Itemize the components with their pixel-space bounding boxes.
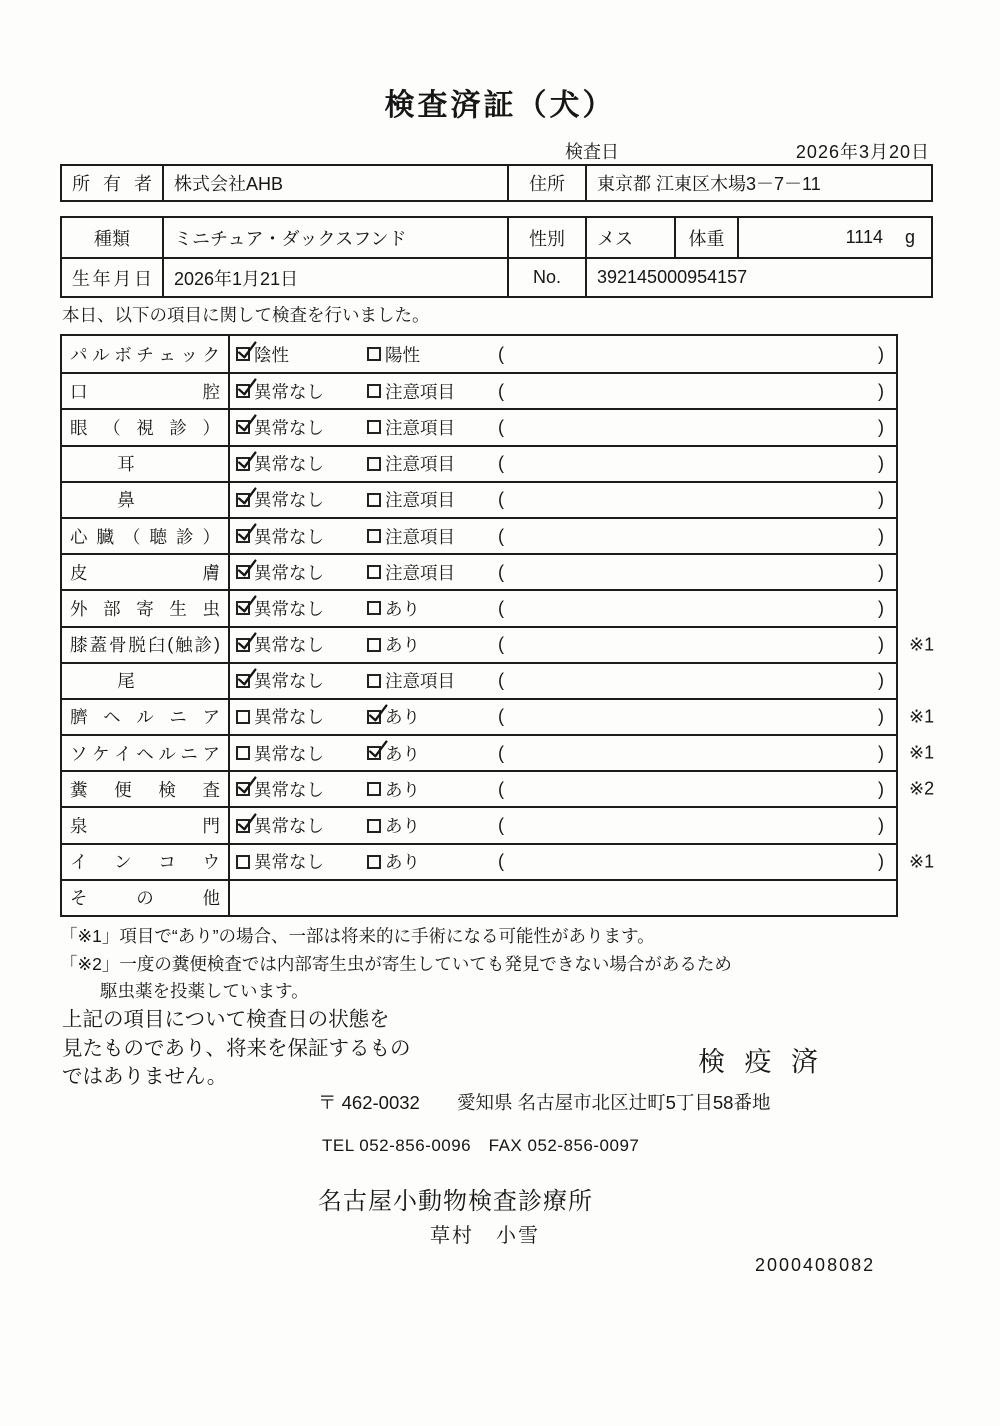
clinic-postal-code: 〒 462-0032 — [318, 1092, 420, 1113]
option-label: 注意項目 — [385, 490, 455, 511]
item-label: 臍 ヘ ル ニ ア — [62, 700, 230, 734]
option-2 — [361, 813, 492, 838]
checked-checkbox — [236, 529, 250, 543]
item-label: パ ル ボ チ ェ ッ ク — [62, 336, 230, 372]
weight-label: 体重 — [674, 218, 737, 257]
clinic-postal-line — [318, 1089, 770, 1115]
item-options — [230, 447, 896, 481]
unchecked-checkbox — [367, 855, 381, 869]
option-1 — [230, 524, 361, 549]
owner-table — [60, 164, 933, 202]
inspection-row — [62, 806, 896, 842]
item-label: 糞 便 検 査 — [62, 772, 230, 806]
option-2 — [361, 451, 492, 476]
paren-close: ) — [878, 343, 884, 364]
sex-value: メス — [585, 218, 674, 257]
unchecked-checkbox — [236, 746, 250, 760]
option-2 — [361, 668, 492, 693]
id-value: 392145000954157 — [585, 259, 931, 296]
item-options — [230, 845, 896, 879]
option-1 — [230, 813, 361, 838]
paren-close: ) — [878, 778, 884, 799]
paren-close: ) — [878, 525, 884, 546]
row-remark: ※2 — [909, 778, 935, 799]
paren-open: ( — [498, 778, 504, 799]
option-1 — [230, 487, 361, 512]
weight-unit: g — [904, 227, 915, 247]
findings-field — [492, 453, 896, 474]
option-label: 注意項目 — [385, 417, 455, 438]
paren-close: ) — [878, 561, 884, 582]
owner-address: 東京都 江東区木場3－7－11 — [585, 166, 931, 200]
option-label: あり — [385, 743, 420, 764]
checked-checkbox — [236, 347, 250, 361]
paren-open: ( — [498, 742, 504, 763]
findings-field — [492, 779, 896, 800]
option-2 — [361, 379, 492, 404]
option-2 — [361, 415, 492, 440]
inspection-row — [62, 517, 896, 553]
unchecked-checkbox — [367, 819, 381, 833]
paren-close: ) — [878, 742, 884, 763]
checked-checkbox — [236, 493, 250, 507]
breed-label: 種類 — [94, 228, 130, 249]
paren-open: ( — [498, 525, 504, 546]
row-remark: ※1 — [909, 742, 935, 763]
item-label: 泉 門 — [62, 808, 230, 842]
item-label: 眼 （ 視 診 ） — [62, 410, 230, 444]
option-label: 注意項目 — [385, 562, 455, 583]
paren-close: ) — [878, 706, 884, 727]
item-label: ソ ケ イ ヘ ル ニ ア — [62, 736, 230, 770]
option-2 — [361, 487, 492, 512]
inspection-row — [62, 626, 935, 662]
option-label: あり — [385, 707, 420, 728]
item-label: 耳 — [62, 447, 230, 481]
option-1 — [230, 777, 361, 802]
option-2 — [361, 849, 492, 874]
item-options — [230, 483, 896, 517]
intro-text: 本日、以下の項目に関して検査を行いました。 — [62, 305, 430, 325]
unchecked-checkbox — [367, 420, 381, 434]
unchecked-checkbox — [367, 529, 381, 543]
checked-checkbox — [367, 710, 381, 724]
findings-field — [492, 562, 896, 583]
option-label: 異常なし — [254, 598, 324, 619]
paren-open: ( — [498, 343, 504, 364]
disclaimer-line-3: ではありません。 — [62, 1065, 228, 1088]
inspection-table — [60, 334, 935, 917]
item-label: 外 部 寄 生 虫 — [62, 591, 230, 625]
footnotes — [60, 923, 732, 1006]
findings-field — [492, 526, 896, 547]
item-options — [230, 336, 896, 372]
paren-close: ) — [878, 851, 884, 872]
checked-checkbox — [236, 420, 250, 434]
checked-checkbox — [236, 457, 250, 471]
paren-close: ) — [878, 416, 884, 437]
unchecked-checkbox — [367, 457, 381, 471]
option-1 — [230, 668, 361, 693]
inspection-row — [62, 408, 896, 444]
owner-label: 所 有 者 — [72, 174, 152, 194]
checked-checkbox — [236, 674, 250, 688]
option-label: 異常なし — [254, 526, 324, 547]
item-options — [230, 555, 896, 589]
checked-checkbox — [236, 384, 250, 398]
clinic-name: 名古屋小動物検査診療所 — [318, 1188, 593, 1215]
footnote-2: 「※2」一度の糞便検査では内部寄生虫が寄生していても発見できない場合があるため — [60, 953, 732, 974]
findings-field — [492, 706, 896, 727]
option-1 — [230, 415, 361, 440]
paren-open: ( — [498, 416, 504, 437]
option-label: あり — [385, 852, 420, 873]
option-label: あり — [385, 816, 420, 837]
footnote-1: 「※1」項目で“あり”の場合、一部は将来的に手術になる可能性があります。 — [60, 926, 655, 946]
paren-open: ( — [498, 851, 504, 872]
checked-checkbox — [236, 565, 250, 579]
option-label: 異常なし — [254, 743, 324, 764]
item-label: 口 腔 — [62, 374, 230, 408]
option-label: 異常なし — [254, 779, 324, 800]
unchecked-checkbox — [236, 710, 250, 724]
item-label: そ の 他 — [62, 881, 230, 915]
option-label: 異常なし — [254, 852, 324, 873]
option-label: 異常なし — [254, 490, 324, 511]
option-label: 注意項目 — [385, 454, 455, 475]
findings-field — [492, 381, 896, 402]
paren-open: ( — [498, 634, 504, 655]
paren-close: ) — [878, 670, 884, 691]
sex-label: 性別 — [507, 218, 585, 257]
clinic-tel-fax: TEL 052-856-0096 FAX 052-856-0097 — [322, 1136, 640, 1155]
option-2 — [361, 524, 492, 549]
clinic-address: 愛知県 名古屋市北区辻町5丁目58番地 — [456, 1092, 771, 1113]
findings-field — [492, 815, 896, 836]
inspection-row — [62, 336, 896, 372]
option-label: 注意項目 — [385, 381, 455, 402]
checked-checkbox — [236, 638, 250, 652]
item-options — [230, 374, 896, 408]
item-label: 膝 蓋 骨 脱 臼 ( 触 診 ) — [62, 628, 230, 662]
option-2 — [361, 777, 492, 802]
item-options — [230, 628, 896, 662]
inspection-row — [62, 698, 935, 734]
item-label: 鼻 — [62, 483, 230, 517]
unchecked-checkbox — [236, 855, 250, 869]
item-options — [230, 700, 896, 734]
option-1 — [230, 849, 361, 874]
findings-field — [492, 670, 896, 691]
option-label: あり — [385, 779, 420, 800]
findings-field — [492, 598, 896, 619]
option-2 — [361, 560, 492, 585]
inspection-row — [62, 372, 896, 408]
option-1 — [230, 596, 361, 621]
item-options — [230, 664, 896, 698]
checked-checkbox — [367, 746, 381, 760]
option-1 — [230, 741, 361, 766]
row-remark: ※1 — [909, 706, 935, 727]
unchecked-checkbox — [367, 565, 381, 579]
option-label: 異常なし — [254, 635, 324, 656]
exam-date-value: 2026年3月20日 — [795, 142, 930, 162]
birthdate-label: 生 年 月 日 — [72, 268, 152, 289]
item-label: イ ン コ ウ — [62, 845, 230, 879]
veterinarian-name: 草村 小雪 — [430, 1225, 540, 1247]
row-remark: ※1 — [909, 851, 935, 872]
checked-checkbox — [236, 819, 250, 833]
id-label: No. — [507, 259, 585, 296]
owner-name: 株式会社AHB — [162, 166, 507, 200]
item-label: 皮 膚 — [62, 555, 230, 589]
option-label: 異常なし — [254, 454, 324, 475]
inspection-row — [62, 879, 896, 915]
option-1 — [230, 560, 361, 585]
item-options — [230, 519, 896, 553]
unchecked-checkbox — [367, 347, 381, 361]
option-2 — [361, 704, 492, 729]
paren-close: ) — [878, 453, 884, 474]
breed-value: ミニチュア・ダックスフンド — [162, 218, 507, 257]
option-label: あり — [385, 598, 420, 619]
document-title: 検査済証（犬） — [384, 89, 616, 122]
unchecked-checkbox — [367, 782, 381, 796]
unchecked-checkbox — [367, 384, 381, 398]
option-label: 異常なし — [254, 562, 324, 583]
checked-checkbox — [236, 601, 250, 615]
item-options — [230, 591, 896, 625]
weight-value: 1114 — [845, 227, 883, 247]
unchecked-checkbox — [367, 674, 381, 688]
pet-info-table — [60, 216, 933, 298]
paren-open: ( — [498, 815, 504, 836]
pet-info-row-1 — [62, 218, 931, 257]
address-label: 住所 — [507, 166, 585, 200]
paren-open: ( — [498, 561, 504, 582]
inspection-row — [62, 734, 935, 770]
option-2 — [361, 596, 492, 621]
option-1 — [230, 342, 361, 367]
findings-field — [492, 743, 896, 764]
paren-close: ) — [878, 597, 884, 618]
option-label: 異常なし — [254, 381, 324, 402]
unchecked-checkbox — [367, 601, 381, 615]
option-label: 異常なし — [254, 707, 324, 728]
exam-date-label: 検査日 — [565, 142, 619, 162]
disclaimer-line-1: 上記の項目について検査日の状態を — [62, 1008, 390, 1031]
inspection-row — [62, 481, 896, 517]
item-options — [230, 772, 896, 806]
findings-field — [492, 851, 896, 872]
findings-field — [492, 489, 896, 510]
option-2 — [361, 632, 492, 657]
paren-open: ( — [498, 380, 504, 401]
pet-info-row-2 — [62, 257, 931, 296]
findings-field — [492, 417, 896, 438]
option-2 — [361, 741, 492, 766]
paren-close: ) — [878, 489, 884, 510]
paren-open: ( — [498, 670, 504, 691]
disclaimer — [62, 1006, 411, 1092]
inspection-row — [62, 553, 896, 589]
option-label: 異常なし — [254, 671, 324, 692]
item-options — [230, 881, 896, 915]
checked-checkbox — [236, 782, 250, 796]
option-label: 異常なし — [254, 417, 324, 438]
option-1 — [230, 451, 361, 476]
quarantine-passed-stamp: 検 疫 済 — [698, 1047, 825, 1077]
option-1 — [230, 704, 361, 729]
disclaimer-line-2: 見たものであり、将来を保証するもの — [62, 1036, 411, 1060]
item-options — [230, 808, 896, 842]
paren-open: ( — [498, 453, 504, 474]
option-1 — [230, 632, 361, 657]
paren-close: ) — [878, 380, 884, 401]
inspection-row — [62, 843, 935, 879]
paren-open: ( — [498, 706, 504, 727]
findings-field — [492, 344, 896, 365]
inspection-row — [62, 589, 896, 625]
item-options — [230, 410, 896, 444]
birthdate-value: 2026年1月21日 — [162, 259, 507, 296]
option-label: 注意項目 — [385, 526, 455, 547]
option-label: 異常なし — [254, 816, 324, 837]
option-2 — [361, 342, 492, 367]
option-label: 陽性 — [385, 344, 420, 365]
unchecked-checkbox — [367, 493, 381, 507]
findings-field — [492, 634, 896, 655]
inspection-row — [62, 445, 896, 481]
option-label: 注意項目 — [385, 671, 455, 692]
option-label: 陰性 — [254, 344, 289, 365]
inspection-row — [62, 770, 935, 806]
item-label: 心 臓 （ 聴 診 ） — [62, 519, 230, 553]
inspection-row — [62, 662, 896, 698]
footnote-2-continued: 駆虫薬を投薬しています。 — [100, 981, 309, 1001]
paren-close: ) — [878, 815, 884, 836]
weight-cell — [737, 218, 931, 257]
paren-close: ) — [878, 634, 884, 655]
option-label: あり — [385, 635, 420, 656]
item-label: 尾 — [62, 664, 230, 698]
item-options — [230, 736, 896, 770]
row-remark: ※1 — [909, 634, 935, 655]
paren-open: ( — [498, 489, 504, 510]
serial-number: 2000408082 — [755, 1255, 876, 1275]
unchecked-checkbox — [367, 638, 381, 652]
paren-open: ( — [498, 597, 504, 618]
option-1 — [230, 379, 361, 404]
